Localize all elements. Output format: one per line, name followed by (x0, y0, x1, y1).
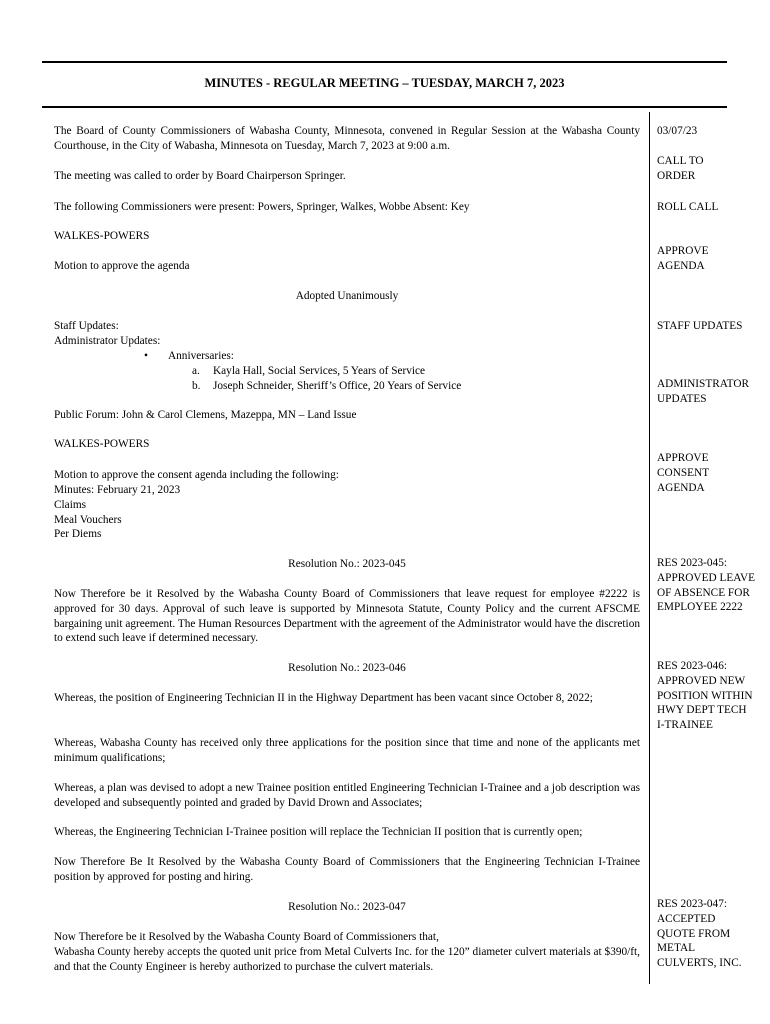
consent-motion: Motion to approve the consent agenda including the following: (54, 469, 339, 481)
resolution-paragraph: Whereas, a plan was devised to adopt a new Trainee position entitled Engineering Technician I-Trainee and a job description was developed and subsequently pointed and graded by David Drown and Associates; (54, 782, 640, 809)
title-rule (42, 106, 727, 108)
sidebar-res-047: RES 2023-047: ACCEPTED QUOTE FROM METAL CULVERTS, INC. (657, 898, 742, 970)
sidebar-staff-updates: STAFF UPDATES (657, 320, 743, 332)
column-divider (649, 112, 650, 984)
anniversaries-label: Anniversaries: (168, 350, 234, 362)
sidebar-approve-agenda: APPROVE AGENDA (657, 245, 709, 272)
resolution-number: Resolution No.: 2023-046 (288, 662, 406, 674)
consent-item: Per Diems (54, 528, 102, 540)
public-forum-text: Public Forum: John & Carol Clemens, Mazeppa, MN – Land Issue (54, 409, 357, 421)
opening-paragraph: The Board of County Commissioners of Wabasha County, Minnesota, convened in Regular Session at the Wabasha County Courthouse, in the City of Wabasha, Minnesota on Tuesday, March 7, 2023 at 9:00 a.m. (54, 125, 640, 152)
consent-item: Minutes: February 21, 2023 (54, 484, 181, 496)
resolution-paragraph: Whereas, the Engineering Technician I-Trainee position will replace the Technician II position that is currently open; (54, 826, 583, 838)
consent-item: Claims (54, 499, 87, 511)
list-marker: a. (192, 365, 200, 377)
resolution-number: Resolution No.: 2023-045 (288, 558, 406, 570)
roll-call-text: The following Commissioners were present: Powers, Springer, Walkes, Wobbe Absent: Key (54, 201, 470, 213)
agenda-mover: WALKES-POWERS (54, 230, 150, 242)
list-item: Joseph Schneider, Sheriff’s Office, 20 Years of Service (213, 380, 462, 392)
administrator-updates-label: Administrator Updates: (54, 335, 161, 347)
resolution-paragraph: Now Therefore be it Resolved by the Wabasha County Board of Commissioners that, (54, 931, 439, 943)
adopted-unanimously: Adopted Unanimously (295, 290, 399, 302)
resolution-paragraph: Whereas, the position of Engineering Technician II in the Highway Department has been vacant since October 8, 2022; (54, 692, 593, 704)
resolution-paragraph: Wabasha County hereby accepts the quoted unit price from Metal Culverts Inc. for the 120” diameter culvert materials at $390/ft, and that the County Engineer is hereby authorized to purchase the culvert materials. (54, 946, 640, 973)
consent-mover: WALKES-POWERS (54, 438, 150, 450)
bullet-icon: • (144, 350, 148, 362)
sidebar-date: 03/07/23 (657, 125, 698, 137)
staff-updates-label: Staff Updates: (54, 320, 119, 332)
sidebar-approve-consent: APPROVE CONSENT AGENDA (657, 452, 709, 494)
sidebar-call-to-order: CALL TO ORDER (657, 155, 704, 182)
sidebar-res-046: RES 2023-046: APPROVED NEW POSITION WITHIN HWY DEPT TECH I-TRAINEE (657, 660, 753, 732)
sidebar-res-045: RES 2023-045: APPROVED LEAVE OF ABSENCE FOR EMPLOYEE 2222 (657, 557, 756, 614)
resolution-number: Resolution No.: 2023-047 (288, 901, 406, 913)
list-marker: b. (192, 380, 201, 392)
agenda-motion: Motion to approve the agenda (54, 260, 190, 272)
resolution-paragraph: Now Therefore Be It Resolved by the Wabasha County Board of Commissioners that the Engineering Technician I-Trainee position by approved for posting and hiring. (54, 856, 640, 883)
sidebar-administrator-updates: ADMINISTRATOR UPDATES (657, 378, 750, 405)
consent-item: Meal Vouchers (54, 514, 122, 526)
top-rule (42, 61, 727, 63)
resolution-body: Now Therefore be it Resolved by the Wabasha County Board of Commissioners that leave request for employee #2222 is approved for 30 days. Approval of such leave is supported by Minnesota Statute, County Policy and the current AFSCME bargaining unit agreement. The Human Resources Department with the agreement of the Administrator would have the discretion to extend such leave if determined necessary. (54, 588, 640, 645)
call-to-order-text: The meeting was called to order by Board Chairperson Springer. (54, 170, 346, 182)
list-item: Kayla Hall, Social Services, 5 Years of Service (213, 365, 426, 377)
sidebar-roll-call: ROLL CALL (657, 201, 719, 213)
resolution-paragraph: Whereas, Wabasha County has received only three applications for the position since that time and none of the applicants met minimum qualifications; (54, 737, 640, 764)
page-title: MINUTES - REGULAR MEETING – TUESDAY, MARCH 7, 2023 (204, 76, 565, 90)
